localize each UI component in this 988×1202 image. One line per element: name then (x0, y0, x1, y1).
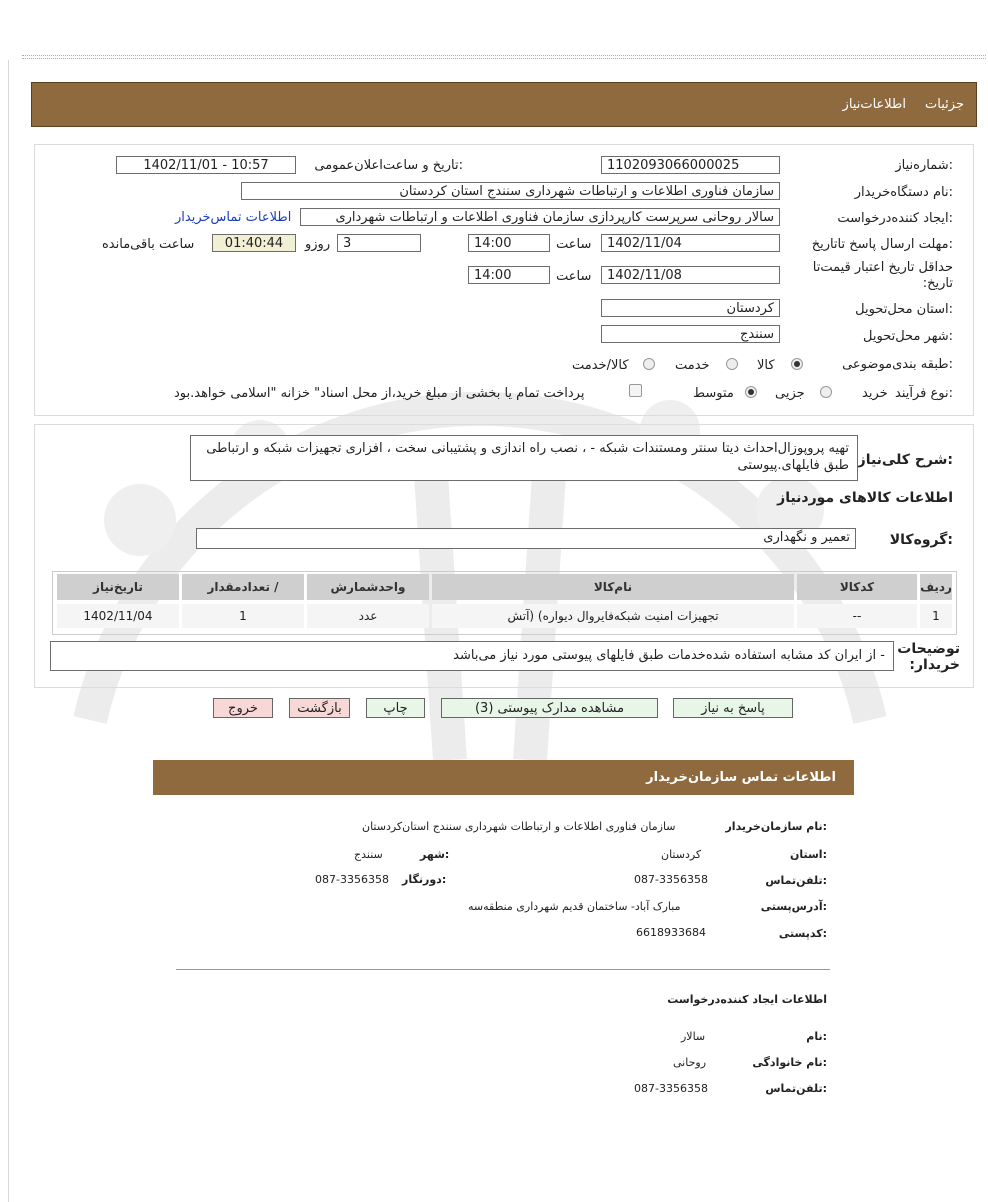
table-cell-name: تجهیزات امنیت شبکه‌فایروال دیواره) (آتش (432, 604, 794, 628)
table-header-code: کدکالا (797, 574, 917, 600)
announce-field: 1402/11/01 - 10:57 (116, 156, 296, 174)
contact-city-label: شهر: (420, 848, 450, 861)
category-service-radio[interactable] (726, 358, 738, 370)
table-cell-code: -- (797, 604, 917, 628)
category-goods-service-label: کالا/خدمت (572, 358, 629, 373)
category-goods-service-radio[interactable] (643, 358, 655, 370)
process-minor-radio[interactable] (820, 386, 832, 398)
table-header-date: تاریخ‌نیاز (57, 574, 179, 600)
deadline-date-field: 1402/11/04 (601, 234, 780, 252)
contact-address-value: مبارک آباد- ساختمان قدیم شهرداری منطقه‌سه (468, 900, 681, 913)
buyer-contact-link[interactable]: اطلاعات تماس‌خریدار (175, 210, 292, 225)
contact-province-value: کردستان (661, 848, 702, 861)
creator-name-label: نام: (806, 1030, 827, 1043)
process-minor-label: جزیی (775, 386, 805, 401)
deadline-label: مهلت ارسال پاسخ تا‌تاریخ: (811, 237, 953, 252)
buyer-org-label: نام دستگاه‌خریدار: (854, 185, 953, 200)
table-header-row-num: ردیف (920, 574, 952, 600)
goods-info-title: اطلاعات کالاهای موردنیاز (777, 490, 953, 506)
creator-phone-label: تلفن‌تماس: (765, 1082, 827, 1095)
contact-address-label: آدرس‌پستی: (760, 900, 827, 913)
contact-org-value: سازمان فناوری اطلاعات و ارتباطات شهرداری سنندج استان‌کردستان (362, 820, 676, 833)
province-label: استان محل‌تحویل: (855, 302, 953, 317)
contact-province-label: استان: (789, 848, 827, 861)
creator-label: ایجاد کننده‌درخواست: (837, 211, 953, 226)
days-label: روزو (305, 237, 331, 252)
top-divider (22, 55, 986, 59)
category-label: طبقه بندی‌موضوعی: (842, 357, 953, 372)
contact-org-label: نام سازمان‌خریدار: (725, 820, 827, 833)
treasury-payment-checkbox[interactable] (629, 384, 642, 397)
city-field: سنندج (601, 325, 780, 343)
need-number-field: 1102093066000025 (601, 156, 780, 174)
table-header-unit: واحدشمارش (307, 574, 429, 600)
deadline-time-label: ساعت (556, 237, 592, 252)
category-goods-radio[interactable] (791, 358, 803, 370)
left-divider (8, 60, 9, 1202)
creator-name-value: سالار (681, 1030, 706, 1043)
remaining-label: ساعت باقی‌مانده (102, 237, 195, 252)
table-cell-quantity: 1 (182, 604, 304, 628)
province-field: کردستان (601, 299, 780, 317)
contact-section-header (153, 760, 854, 795)
creator-field: سالار روحانی سرپرست کارپردازی سازمان فناوری اطلاعات و ارتباطات شهرداری (300, 208, 780, 226)
process-buy-label: خرید (862, 386, 888, 401)
days-field: 3 (337, 234, 421, 252)
print-button[interactable]: چاپ (366, 698, 425, 718)
deadline-time-field: 14:00 (468, 234, 550, 252)
table-header-quantity: تعداد‌مقدار / (182, 574, 304, 600)
goods-group-field: تعمیر و نگهداری (196, 528, 856, 549)
table-cell-date: 1402/11/04 (57, 604, 179, 628)
city-label: شهر محل‌تحویل: (863, 329, 953, 344)
goods-group-label: گروه‌کالا: (889, 532, 953, 548)
validity-time-label: ساعت (556, 269, 592, 284)
contact-phone-value: 087-3356358 (634, 873, 708, 886)
table-cell-unit: عدد (307, 604, 429, 628)
category-goods-label: کالا (757, 358, 775, 373)
summary-label: شرح کلی‌نیاز: (857, 452, 953, 468)
process-label: نوع فرآیند: (895, 386, 953, 401)
validity-time-field: 14:00 (468, 266, 550, 284)
contact-phone-label: تلفن‌تماس: (765, 874, 827, 887)
table-header-name: نام‌کالا (432, 574, 794, 600)
contact-city-value: سنندج (354, 848, 383, 861)
page-header-bar (31, 82, 977, 127)
contact-postal-label: کد‌پستی: (778, 927, 827, 940)
creator-phone-value: 087-3356358 (634, 1082, 708, 1095)
announce-label: تاریخ و ساعت‌اعلان‌عمومی: (314, 158, 463, 173)
creator-info-title: اطلاعات ایجاد کننده‌درخواست (667, 993, 827, 1006)
remaining-time-field: 01:40:44 (212, 234, 296, 252)
treasury-payment-note: پرداخت تمام یا بخشی از مبلغ خرید،از محل اسناد" خزانه "اسلامی خواهد.بود (174, 386, 585, 401)
attachments-button[interactable]: مشاهده مدارک پیوستی (3) (441, 698, 658, 718)
contact-divider (176, 969, 830, 970)
process-medium-label: متوسط (693, 386, 734, 401)
contact-fax-label: دورنگار: (402, 873, 447, 886)
breadcrumb-need-info[interactable]: اطلاعات‌نیاز (842, 97, 906, 112)
buyer-notes-field: - از ایران کد مشابه استفاده شده‌خدمات طبق فایلهای پیوستی مورد نیاز می‌باشد (50, 641, 894, 671)
breadcrumb-details[interactable]: جزئیات (925, 97, 964, 112)
contact-section-title: اطلاعات تماس سازمان‌خریدار (646, 770, 836, 785)
contact-fax-value: 087-3356358 (315, 873, 389, 886)
creator-family-label: نام خانوادگی: (752, 1056, 827, 1069)
back-button[interactable]: بازگشت (289, 698, 350, 718)
process-medium-radio[interactable] (745, 386, 757, 398)
reply-button[interactable]: پاسخ به نیاز (673, 698, 793, 718)
buyer-notes-label: توضیحات خریدار: (897, 641, 960, 673)
exit-button[interactable]: خروج (213, 698, 273, 718)
validity-date-field: 1402/11/08 (601, 266, 780, 284)
table-cell-row-num: 1 (920, 604, 952, 628)
creator-family-value: روحانی (673, 1056, 707, 1069)
summary-field: تهیه پروپوزال‌احداث دیتا سنتر ومستندات شبکه - ، نصب راه اندازی و پشتیبانی سخت ، افزاری تجهیزات شبکه و ارتباطی طبق فایلهای.پیوستی (190, 435, 858, 481)
buyer-org-field: سازمان فناوری اطلاعات و ارتباطات شهرداری سنندج استان کردستان (241, 182, 780, 200)
validity-label: حداقل تاریخ اعتبار قیمت‌تا تاریخ: (812, 260, 953, 291)
category-service-label: خدمت (675, 358, 710, 373)
contact-postal-value: 6618933684 (636, 926, 706, 939)
need-number-label: شماره‌نیاز: (895, 158, 953, 173)
